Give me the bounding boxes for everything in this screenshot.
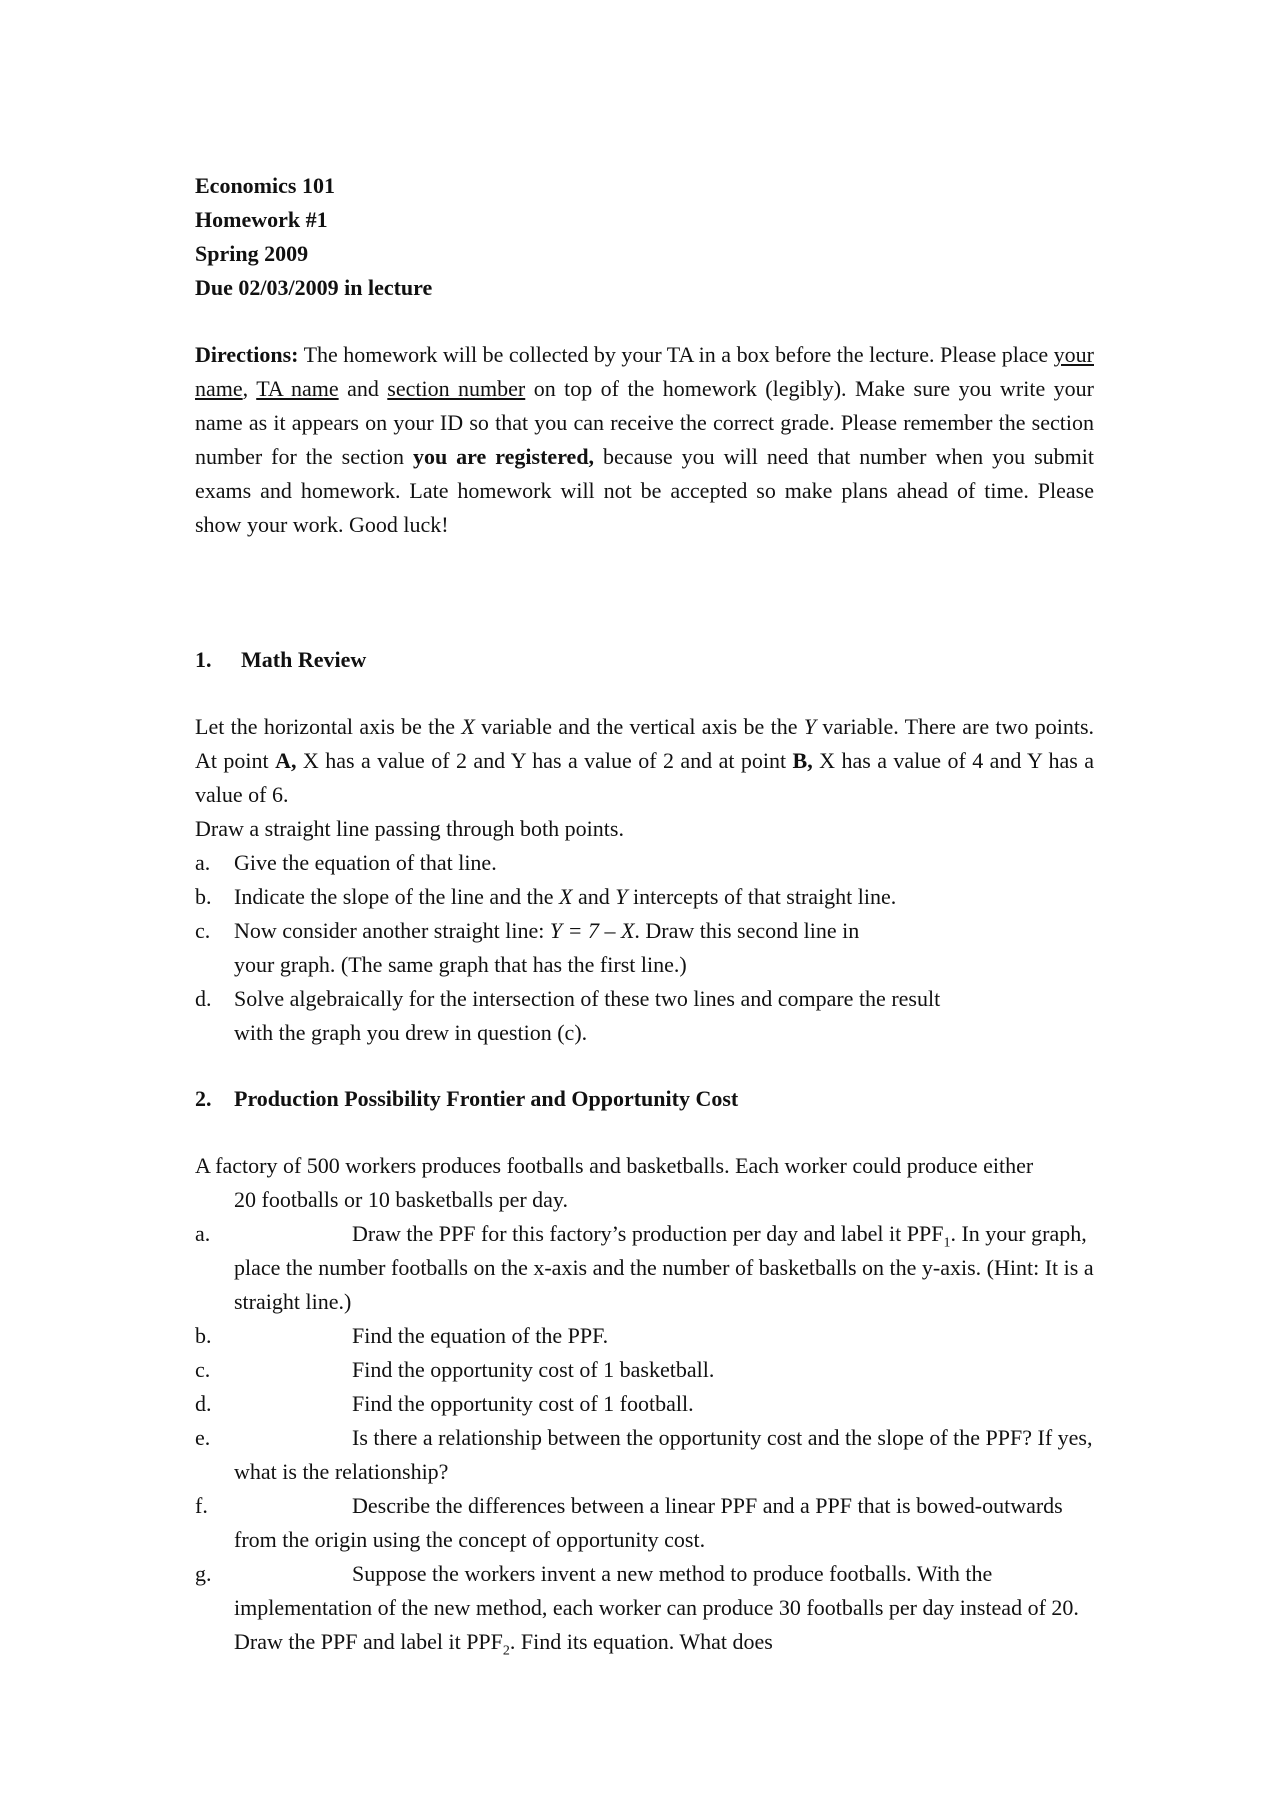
draw-instruction: Draw a straight line passing through both points. (195, 816, 624, 841)
item-label: a. (195, 850, 211, 875)
underlined-text: your name (195, 342, 1094, 401)
text: and (572, 884, 616, 909)
var: X (559, 884, 573, 909)
item-label: f. (195, 1493, 208, 1518)
var: Y (803, 714, 817, 739)
section-title: Math Review (241, 647, 367, 672)
item-text: Find the opportunity cost of 1 football. (352, 1391, 694, 1416)
list-item (195, 914, 1094, 982)
item-text: Find the equation of the PPF. (352, 1323, 609, 1348)
term: Spring 2009 (195, 241, 309, 266)
list-item (195, 880, 1094, 914)
text: . Draw this second line in your graph. (The same graph that has the first line.) (234, 918, 860, 977)
list-item (195, 1217, 1094, 1319)
section-1-intro (195, 710, 1094, 812)
section-number: 2. (195, 1086, 212, 1111)
point-a: A, (275, 748, 297, 773)
item-label: g. (195, 1561, 212, 1586)
item-label: a. (195, 1221, 211, 1246)
list-item (195, 982, 1094, 1050)
item-label: d. (195, 986, 212, 1011)
text: variable and the vertical axis be the (474, 714, 804, 739)
text: , (242, 376, 257, 401)
underlined-text: section number (387, 376, 526, 401)
text: because you will need that number when you submit exams and homework. Late homework will not be accepted so make plans ahead of time. Please show your work. Good luck! (195, 444, 1094, 537)
text: on top of the homework (legibly). Make sure you write your name as it appears on your ID so that you can receive the correct grade. Please remember the section number for the section (195, 376, 1094, 469)
item-label: e. (195, 1425, 211, 1450)
item-label: c. (195, 918, 211, 943)
list-item (195, 1421, 1094, 1489)
item-text: Is there a relationship between the opportunity cost and the slope of the PPF? If yes, what is the relationship? (234, 1425, 1093, 1484)
text: X has a value of 2 and Y has a value of 2 and at point (296, 748, 793, 773)
text: Suppose the workers invent a new method to produce footballs. With the implementation of the new method, each worker can produce 30 footballs per day instead of 20. Draw the PPF and label it PPF (234, 1561, 1079, 1654)
list-item (195, 1319, 1094, 1353)
item-text: Describe the differences between a linear PPF and a PPF that is bowed-outwards from the origin using the concept of opportunity cost. (234, 1493, 1063, 1552)
assignment-title: Homework #1 (195, 207, 328, 232)
section-title: Production Possibility Frontier and Opportunity Cost (234, 1086, 739, 1111)
section-2-intro: A factory of 500 workers produces footballs and basketballs. Each worker could produce either 20 footballs or 10 basketballs per day. (195, 1153, 1034, 1212)
directions-paragraph (195, 338, 1094, 542)
item-text: Find the opportunity cost of 1 basketball. (352, 1357, 715, 1382)
course-title: Economics 101 (195, 173, 335, 198)
text: X has a value of 4 and Y has a value of 6. (195, 748, 1094, 807)
text: . Find its equation. What does (509, 1629, 773, 1654)
list-item (195, 846, 1094, 880)
section-number: 1. (195, 647, 212, 672)
section-1-heading (195, 643, 1094, 677)
list-item (195, 1387, 1094, 1421)
item-label: b. (195, 884, 212, 909)
var: X (461, 714, 475, 739)
subscript: 1 (943, 1235, 951, 1251)
subscript: 2 (502, 1643, 510, 1659)
text: Now consider another straight line: (234, 918, 550, 943)
list-item (195, 1557, 1094, 1659)
equation: Y = 7 – X (549, 918, 635, 943)
item-label: d. (195, 1391, 212, 1416)
text: . In your graph, place the number footballs on the x-axis and the number of basketballs on the y-axis. (Hint: It is a straight line.) (234, 1221, 1094, 1314)
bold-text: you are registered, (412, 444, 595, 469)
section-2-heading (195, 1082, 1094, 1116)
item-text: Solve algebraically for the intersection of these two lines and compare the result with the graph you drew in question (c). (234, 986, 941, 1045)
text: Indicate the slope of the line and the (234, 884, 559, 909)
var: Y (615, 884, 628, 909)
list-item (195, 1353, 1094, 1387)
item-text: Give the equation of that line. (234, 850, 497, 875)
directions-label: Directions: (195, 342, 299, 367)
due-date: Due 02/03/2009 in lecture (195, 275, 433, 300)
text: The homework will be collected by your TA in a box before the lecture. Please place (298, 342, 1054, 367)
section-2-body (195, 1149, 1094, 1659)
text: intercepts of that straight line. (627, 884, 897, 909)
underlined-text: TA name (256, 376, 339, 401)
text: Draw the PPF for this factory’s production per day and label it PPF (352, 1221, 944, 1246)
section-1-body (195, 710, 1094, 1050)
point-b: B, (792, 748, 813, 773)
text: and (338, 376, 388, 401)
document-header (195, 169, 1094, 305)
text: Let the horizontal axis be the (195, 714, 462, 739)
text: variable. There are two points. At point (195, 714, 1094, 773)
item-label: b. (195, 1323, 212, 1348)
item-label: c. (195, 1357, 211, 1382)
list-item (195, 1489, 1094, 1557)
